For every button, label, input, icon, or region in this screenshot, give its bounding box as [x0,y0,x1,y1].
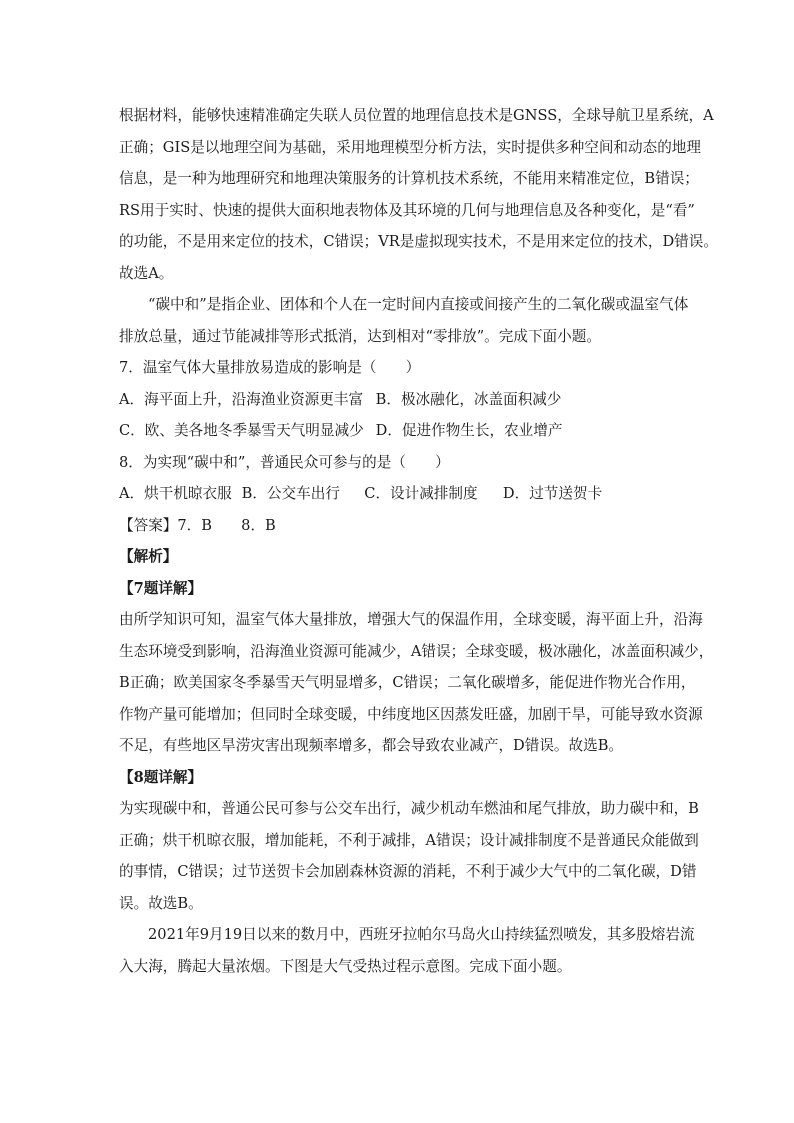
intro-line: 入大海，腾起大量浓烟。下图是大气受热过程示意图。完成下面小题。 [119,957,572,975]
answer-line: 【答案】7．B 8．B [119,516,276,534]
text-line: 故选A。 [119,264,174,282]
question-7-options-row2 [119,415,679,447]
question-7-options-row1 [119,384,679,416]
question-8-option-a: A．烘干机晾衣服 [119,485,232,502]
question-8-option-c: C．设计减排制度 [364,485,478,502]
question-8-option-b: B．公交车出行 [241,485,340,502]
question-7-option-b: B．极冰融化，冰盖面积减少 [375,390,562,408]
text-line: 的功能，不是用来定位的技术，C错误；VR是虚拟现实技术，不是用来定位的技术，D错误。 [119,233,718,250]
intro-line: 2021年9月19日以来的数月中，西班牙拉帕尔马岛火山持续猛烈喷发，其多股熔岩流 [148,926,695,943]
q7-detail-label: 【7题详解】 [119,579,203,597]
question-7-stem: 7．温室气体大量排放易造成的影响是（ ） [119,359,421,376]
q8-detail-line: 的事情，C错误；过节送贺卡会加剧森林资源的消耗，不利于减少大气中的二氧化碳，D错 [119,863,697,880]
q7-detail-line: 作物产量可能增加；但同时全球变暖，中纬度地区因蒸发旺盛，加剧干旱，可能导致水资源 [119,705,703,723]
question-7-option-d: D．促进作物生长，农业增产 [375,422,563,439]
q7-detail-line: 不足，有些地区旱涝灾害出现频率增多，都会导致农业减产，D错误。故选B。 [119,737,624,754]
q8-detail-line: 正确；烘干机晾衣服，增加能耗，不利于减排，A错误；设计减排制度不是普通民众能做到 [119,831,699,849]
intro-line: 排放总量，通过节能减排等形式抵消，达到相对“零排放”。完成下面小题。 [119,327,601,345]
q7-detail-line: 由所学知识可知，温室气体大量排放，增强大气的保温作用，全球变暖，海平面上升，沿海 [119,611,703,628]
question-7-option-a: A．海平面上升，沿海渔业资源更丰富 [119,390,364,408]
q7-detail-line: B正确；欧美国家冬季暴雪天气明显增多，C错误；二氧化碳增多，能促进作物光合作用， [119,674,696,691]
text-line: 正确；GIS是以地理空间为基础，采用地理模型分析方法，实时提供多种空间和动态的地理 [119,138,701,156]
question-8-options [119,478,679,510]
intro-line: “碳中和”是指企业、团体和个人在一定时间内直接或间接产生的二氧化碳或温室气体 [148,296,689,313]
text-line: RS用于实时、快速的提供大面积地表物体及其环境的几何与地理信息及各种变化，是“看” [119,201,695,219]
q8-detail-label: 【8题详解】 [119,768,203,786]
q8-detail-line: 误。故选B。 [119,894,203,912]
question-8-stem: 8．为实现“碳中和”，普通民众可参与的是（ ） [119,453,450,471]
text-line: 根据材料，能够快速精准确定失联人员位置的地理信息技术是GNSS，全球导航卫星系统，A [119,107,714,124]
question-7-option-c: C．欧、美各地冬季暴雪天气明显减少 [119,422,364,439]
q7-detail-line: 生态环境受到影响，沿海渔业资源可能减少，A错误；全球变暖，极冰融化，冰盖面积减少， [119,642,714,660]
analysis-label: 【解析】 [119,548,178,565]
text-line: 信息，是一种为地理研究和地理决策服务的计算机技术系统，不能用来精准定位，B错误； [119,170,699,187]
document-page [119,100,718,982]
question-8-option-d: D．过节送贺卡 [502,485,603,502]
q8-detail-line: 为实现碳中和，普通公民可参与公交车出行，减少机动车燃油和尾气排放，助力碳中和，B [119,800,699,817]
